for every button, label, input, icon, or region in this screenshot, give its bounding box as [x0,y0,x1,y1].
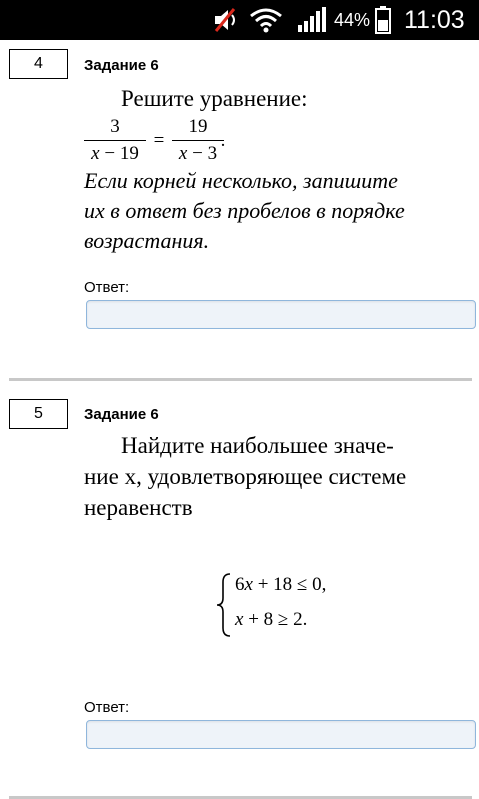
prompt-line: неравенств [84,495,193,520]
status-bar [0,0,479,40]
battery-icon [375,0,391,40]
fraction-denominator: x − 3 [178,143,218,164]
task-title: Задание 6 [84,406,159,423]
task-prompt [84,430,472,523]
answer-input[interactable] [86,300,476,329]
divider [9,378,472,381]
signal-icon [297,0,327,40]
fraction-right [172,116,224,165]
task-prompt-text: Решите уравнение: [121,86,308,111]
prompt-line: Найдите наибольшее значе- [121,433,394,458]
fraction-numerator: 3 [110,116,120,137]
answer-input[interactable] [86,720,476,749]
task-number: 5 [9,399,68,429]
note-line: возрастания. [84,228,210,253]
prompt-line: ние x, удовлетворяющее системе [84,464,407,489]
inequality-line: 6x + 18 ≤ 0, [235,574,327,595]
equation-period: . [220,130,226,151]
note-line: Если корней несколько, запишите [84,168,398,193]
fraction-left [84,116,146,165]
task-title: Задание 6 [84,57,159,74]
task-number: 4 [9,49,68,79]
wifi-icon [249,0,283,40]
inequality-line: x + 8 ≥ 2. [235,609,308,630]
task-prompt [121,82,383,115]
mute-icon [212,0,242,40]
answer-label: Ответ: [84,699,130,716]
fraction-denominator: x − 19 [91,143,139,164]
clock: 11:03 [404,5,465,34]
battery-percent: 44% [334,9,371,30]
brace-icon [216,572,232,638]
task-note [84,166,472,256]
note-line: их в ответ без пробелов в порядке [84,198,405,223]
equals-sign: = [153,130,165,151]
answer-label: Ответ: [84,279,130,296]
fraction-numerator: 19 [188,116,208,137]
